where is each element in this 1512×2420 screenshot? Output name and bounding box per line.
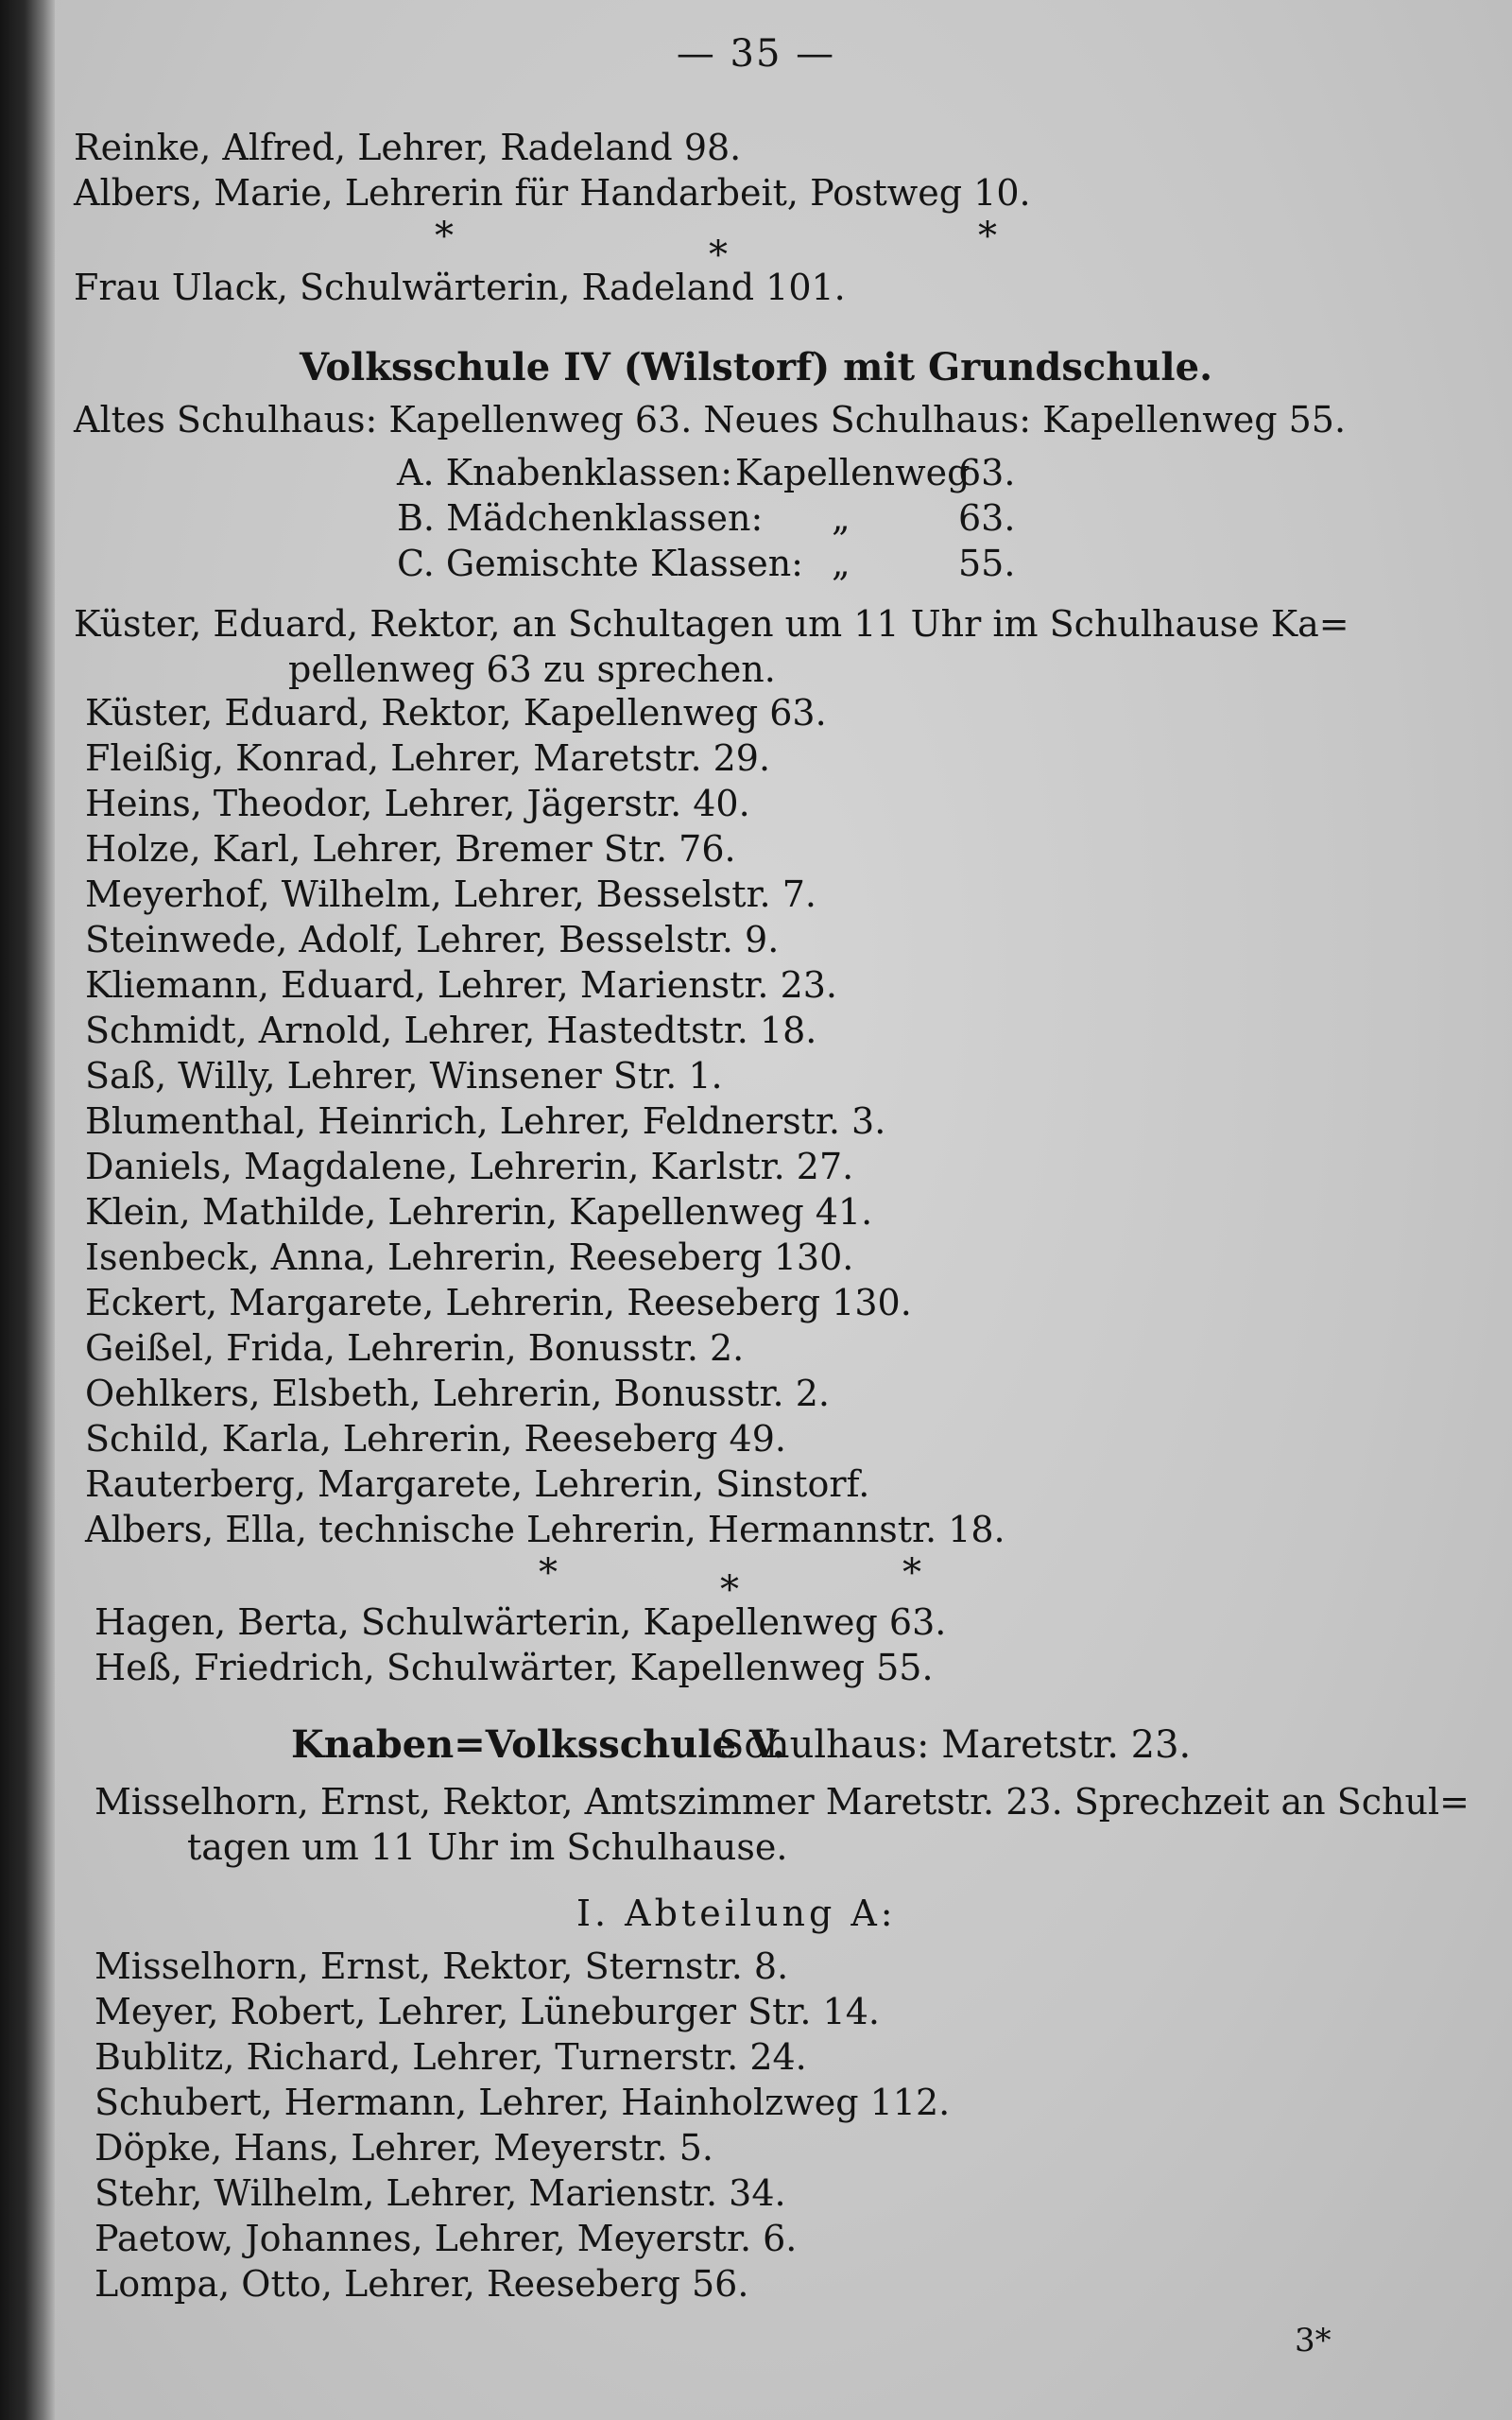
janitor-entry: Hagen, Berta, Schulwärterin, Kapellenweg 63. [94,1601,947,1643]
subsection-heading: I. Abteilung A: [576,1893,897,1934]
staff-entry: Holze, Karl, Lehrer, Bremer Str. 76. [85,828,736,870]
rector-line: Misselhorn, Ernst, Rektor, Amtszimmer Maretstr. 23. Sprechzeit an Schul= [94,1781,1469,1823]
staff-entry: Albers, Ella, technische Lehrerin, Hermannstr. 18. [85,1509,1005,1550]
section-heading: Knaben=Volksschule V. [291,1722,785,1767]
staff-entry: Geißel, Frida, Lehrerin, Bonusstr. 2. [85,1327,745,1369]
janitor-entry: Heß, Friedrich, Schulwärter, Kapellenweg 55. [94,1647,934,1688]
staff-entry: Schubert, Hermann, Lehrer, Hainholzweg 112. [94,2082,951,2123]
staff-entry: Eckert, Margarete, Lehrerin, Reeseberg 130. [85,1282,912,1323]
staff-entry: Paetow, Johannes, Lehrer, Meyerstr. 6. [94,2218,798,2259]
staff-entry: Kliemann, Eduard, Lehrer, Marienstr. 23. [85,964,838,1006]
staff-entry: Stehr, Wilhelm, Lehrer, Marienstr. 34. [94,2172,786,2214]
separator-star: * [539,1551,558,1595]
rector-line-cont: tagen um 11 Uhr im Schulhause. [187,1826,788,1868]
staff-entry: Bublitz, Richard, Lehrer, Turnerstr. 24. [94,2036,807,2078]
separator-star: * [902,1551,921,1595]
entry-line: Albers, Marie, Lehrerin für Handarbeit, Postweg 10. [74,172,1031,214]
staff-entry: Rauterberg, Margarete, Lehrerin, Sinstorf. [85,1463,870,1505]
section-heading-address: Schulhaus: Maretstr. 23. [718,1723,1192,1767]
staff-entry: Fleißig, Konrad, Lehrer, Maretstr. 29. [85,737,771,779]
class-street: Kapellenweg [735,452,971,493]
staff-entry: Daniels, Magdalene, Lehrerin, Karlstr. 27. [85,1146,854,1187]
rector-line: Küster, Eduard, Rektor, an Schultagen um 11 Uhr im Schulhause Ka= [74,603,1349,645]
staff-entry: Heins, Theodor, Lehrer, Jägerstr. 40. [85,783,750,824]
class-number: 63. [958,452,1016,493]
class-label: A. Knabenklassen: [397,452,733,493]
staff-entry: Steinwede, Adolf, Lehrer, Besselstr. 9. [85,919,780,960]
staff-entry: Oehlkers, Elsbeth, Lehrerin, Bonusstr. 2. [85,1373,830,1414]
buildings-line: Altes Schulhaus: Kapellenweg 63. Neues Schulhaus: Kapellenweg 55. [74,399,1347,441]
class-number: 63. [958,497,1016,539]
section-heading: Volksschule IV (Wilstorf) mit Grundschule. [300,345,1212,389]
staff-entry: Meyer, Robert, Lehrer, Lüneburger Str. 14. [94,1991,880,2032]
staff-entry: Saß, Willy, Lehrer, Winsener Str. 1. [85,1055,723,1097]
staff-entry: Meyerhof, Wilhelm, Lehrer, Besselstr. 7. [85,873,816,915]
staff-entry: Isenbeck, Anna, Lehrerin, Reeseberg 130. [85,1236,854,1278]
entry-line: Reinke, Alfred, Lehrer, Radeland 98. [74,127,742,168]
class-label: B. Mädchenklassen: [397,497,764,539]
separator-star: * [978,215,997,258]
class-street: „ [832,543,850,584]
page-number: — 35 — [676,32,836,76]
class-street: „ [832,497,850,539]
janitor-entry: Frau Ulack, Schulwärterin, Radeland 101. [74,267,846,308]
staff-entry: Döpke, Hans, Lehrer, Meyerstr. 5. [94,2127,713,2169]
separator-star: * [709,233,728,277]
separator-star: * [720,1568,739,1612]
staff-entry: Lompa, Otto, Lehrer, Reeseberg 56. [94,2263,749,2305]
staff-entry: Blumenthal, Heinrich, Lehrer, Feldnerstr. 3. [85,1100,886,1142]
class-number: 55. [958,543,1016,584]
signature-mark: 3* [1295,2322,1332,2360]
staff-entry: Schmidt, Arnold, Lehrer, Hastedtstr. 18. [85,1010,817,1051]
staff-entry: Schild, Karla, Lehrerin, Reeseberg 49. [85,1418,786,1460]
staff-entry: Misselhorn, Ernst, Rektor, Sternstr. 8. [94,1945,789,1987]
staff-entry: Klein, Mathilde, Lehrerin, Kapellenweg 41. [85,1191,873,1233]
class-label: C. Gemischte Klassen: [397,543,803,584]
separator-star: * [435,215,454,258]
rector-line-cont: pellenweg 63 zu sprechen. [288,648,776,690]
staff-entry: Küster, Eduard, Rektor, Kapellenweg 63. [85,692,827,734]
